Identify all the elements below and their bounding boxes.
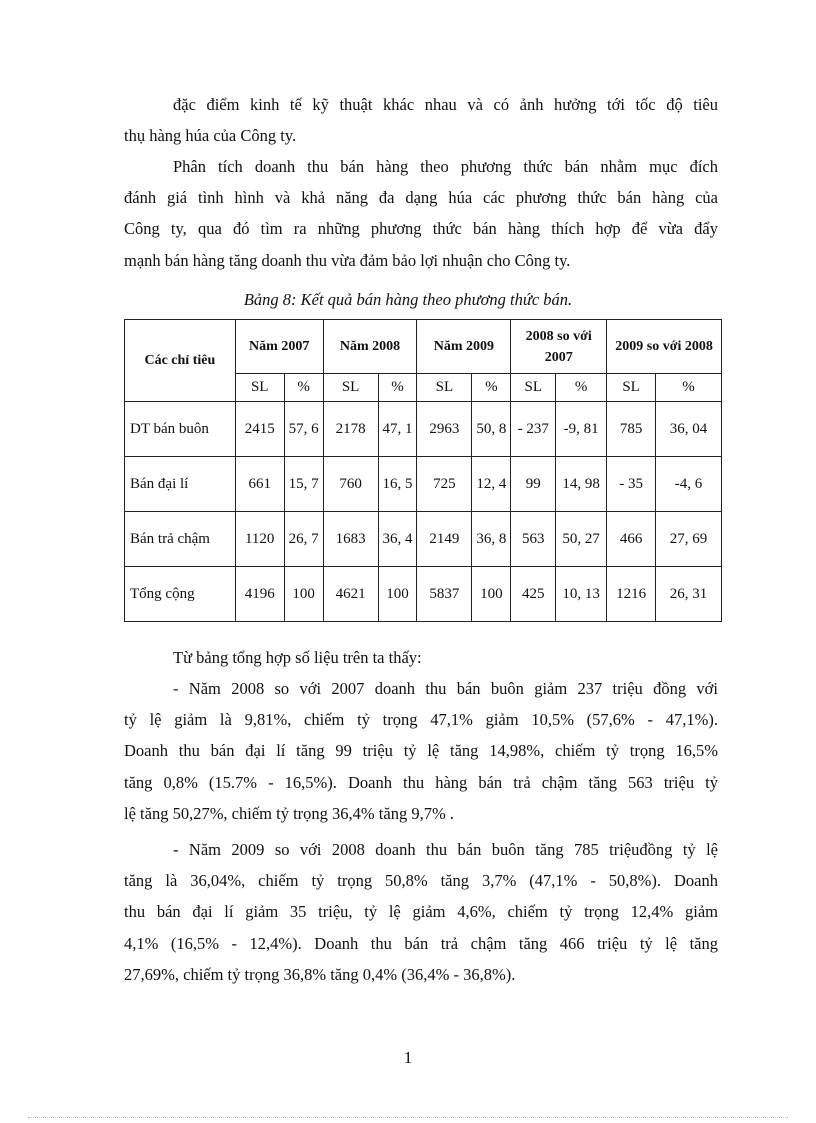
table-cell: 760 — [323, 457, 378, 512]
table-cell: 2415 — [235, 402, 284, 457]
table-cell: 100 — [378, 567, 417, 622]
table-cell: 100 — [472, 567, 511, 622]
row-label: Tổng cộng — [125, 567, 236, 622]
table-cell: 26, 31 — [656, 567, 722, 622]
subheader-sl: SL — [511, 374, 556, 402]
table-cell: 1216 — [607, 567, 656, 622]
subheader-sl: SL — [235, 374, 284, 402]
subheader-sl: SL — [417, 374, 472, 402]
table-row — [125, 512, 722, 567]
text-line: lệ tăng 50,27%, chiếm tỷ trọng 36,4% tăng 9,7% . — [124, 803, 454, 823]
text-line: 4,1% (16,5% - 12,4%). Doanh thu bán trả chậm tăng 466 triệu tỷ lệ tăng — [124, 933, 718, 953]
table-cell: 4621 — [323, 567, 378, 622]
subheader-pct: % — [378, 374, 417, 402]
results-table — [124, 319, 722, 622]
table-cell: 14, 98 — [556, 457, 607, 512]
text-line: - Năm 2009 so với 2008 doanh thu bán buôn tăng 785 triệuđồng tỷ lệ — [173, 840, 718, 859]
table-cell: 36, 04 — [656, 402, 722, 457]
header-2009-vs-2008: 2009 so với 2008 — [607, 320, 722, 374]
subheader-sl: SL — [607, 374, 656, 402]
table-cell: 16, 5 — [378, 457, 417, 512]
table-cell: 5837 — [417, 567, 472, 622]
table-cell: 27, 69 — [656, 512, 722, 567]
paragraph-2 — [124, 151, 718, 276]
table-caption: Bảng 8: Kết quả bán hàng theo phương thức bán. — [243, 290, 573, 309]
text-line: Phân tích doanh thu bán hàng theo phương thức bán nhằm mục đích — [173, 157, 718, 176]
header-indicator: Các chỉ tiêu — [125, 320, 236, 402]
table-cell: 2149 — [417, 512, 472, 567]
text-line: tỷ lệ giảm là 9,81%, chiếm tỷ trọng 47,1% giảm 10,5% (57,6% - 47,1%). — [124, 710, 718, 730]
table-cell: 1683 — [323, 512, 378, 567]
text-line: Công ty, qua đó tìm ra những phương thức bán hàng thích hợp để vừa đẩy — [124, 219, 718, 239]
text-line: đặc điểm kinh tế kỹ thuật khác nhau và có ảnh hưởng tới tốc độ tiêu — [173, 95, 718, 114]
row-label: Bán trả chậm — [125, 512, 236, 567]
row-label: Bán đại lí — [125, 457, 236, 512]
text-line: 27,69%, chiếm tỷ trọng 36,8% tăng 0,4% (36,4% - 36,8%). — [124, 964, 516, 984]
table-cell: 47, 1 — [378, 402, 417, 457]
page-bottom-divider — [28, 1117, 788, 1118]
table-cell: 100 — [284, 567, 323, 622]
paragraph-4 — [124, 834, 718, 990]
text-line: tăng 0,8% (15.7% - 16,5%). Doanh thu hàng bán trả chậm tăng 563 triệu tỷ — [124, 772, 718, 792]
header-2007: Năm 2007 — [235, 320, 323, 374]
subheader-pct: % — [284, 374, 323, 402]
subheader-pct: % — [656, 374, 722, 402]
table-cell: 50, 27 — [556, 512, 607, 567]
table-cell: 785 — [607, 402, 656, 457]
paragraph-1 — [124, 89, 718, 151]
table-row — [125, 567, 722, 622]
text-line: thu bán đại lí giảm 35 triệu, tỷ lệ giảm 4,6%, chiếm tỷ trọng 12,4% giảm — [124, 902, 718, 922]
table-cell: 26, 7 — [284, 512, 323, 567]
table-cell: 563 — [511, 512, 556, 567]
table-cell: 661 — [235, 457, 284, 512]
subheader-pct: % — [472, 374, 511, 402]
table-cell: 4196 — [235, 567, 284, 622]
table-cell: - 237 — [511, 402, 556, 457]
table-cell: 1120 — [235, 512, 284, 567]
table-cell: 725 — [417, 457, 472, 512]
text-line: Từ bảng tổng hợp số liệu trên ta thấy: — [173, 648, 422, 667]
header-2009: Năm 2009 — [417, 320, 511, 374]
table-cell: 57, 6 — [284, 402, 323, 457]
header-2008-vs-2007: 2008 so với 2007 — [511, 320, 607, 374]
text-line: - Năm 2008 so với 2007 doanh thu bán buôn giảm 237 triệu đồng với — [173, 679, 718, 698]
text-line: Doanh thu bán đại lí tăng 99 triệu tỷ lệ tăng 14,98%, chiếm tỷ trọng 16,5% — [124, 741, 718, 761]
table-cell: -9, 81 — [556, 402, 607, 457]
subheader-pct: % — [556, 374, 607, 402]
table-cell: 2178 — [323, 402, 378, 457]
table-cell: 36, 8 — [472, 512, 511, 567]
table-cell: - 35 — [607, 457, 656, 512]
table-cell: -4, 6 — [656, 457, 722, 512]
page-number: 1 — [403, 1048, 413, 1067]
table-row — [125, 402, 722, 457]
table-cell: 10, 13 — [556, 567, 607, 622]
table-cell: 2963 — [417, 402, 472, 457]
table-cell: 466 — [607, 512, 656, 567]
text-line: tăng là 36,04%, chiếm tỷ trọng 50,8% tăng 3,7% (47,1% - 50,8%). Doanh — [124, 871, 718, 891]
header-2008: Năm 2008 — [323, 320, 417, 374]
text-line: thụ hàng húa của Công ty. — [124, 126, 297, 146]
table-cell: 50, 8 — [472, 402, 511, 457]
subheader-sl: SL — [323, 374, 378, 402]
table-cell: 425 — [511, 567, 556, 622]
intro-line — [124, 642, 718, 673]
text-line: mạnh bán hàng tăng doanh thu vừa đảm bảo lợi nhuận cho Công ty. — [124, 250, 571, 270]
table-row — [125, 457, 722, 512]
table-cell: 36, 4 — [378, 512, 417, 567]
table-cell: 12, 4 — [472, 457, 511, 512]
row-label: DT bán buôn — [125, 402, 236, 457]
table-cell: 99 — [511, 457, 556, 512]
table-cell: 15, 7 — [284, 457, 323, 512]
paragraph-3 — [124, 673, 718, 829]
text-line: đánh giá tình hình và khả năng đa dạng húa các phương thức bán hàng của — [124, 188, 718, 208]
